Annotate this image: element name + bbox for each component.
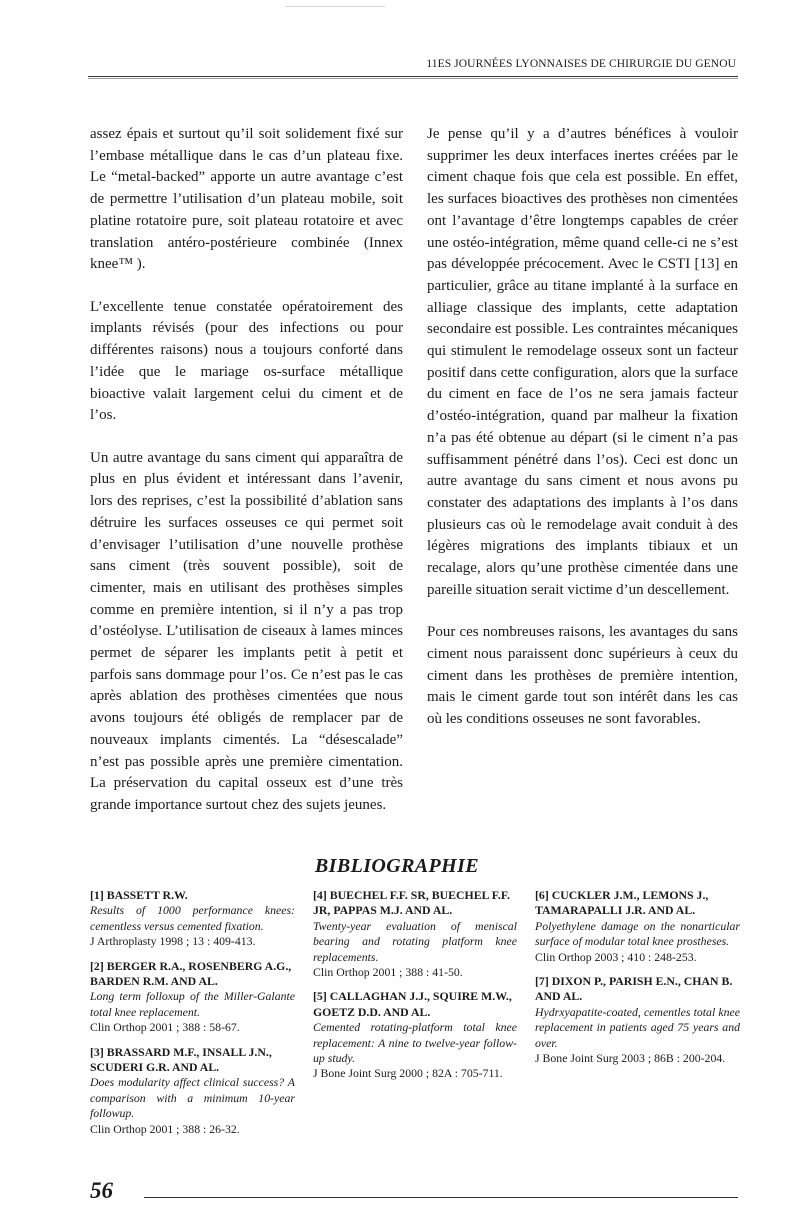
body-paragraph: Pour ces nombreuses raisons, les avantages du sans ciment nous paraissent donc supérieurs à ceux du ciment dans les prothèses de première intention, mais le ciment garde tout son intérêt dans les cas où les conditions osseuses ne sont favorables. (427, 624, 738, 728)
reference-column-1 (90, 888, 295, 1146)
body-paragraph: L’excellente tenue constatée opératoirement des implants révisés (pour des infections ou pour différentes raisons) nous a toujours conforté dans l’idée que le mariage os-surface métallique bioactive valait largement celui du ciment et de l’os. (90, 298, 403, 424)
reference-title: Cemented rotating-platform total knee replacement: A nine to twelve-year follow-up study. (313, 1020, 517, 1066)
page-number: 56 (90, 1178, 113, 1203)
reference-source: Clin Orthop 2001 ; 388 : 41-50. (313, 965, 463, 980)
reference-entry (313, 888, 517, 980)
header-rule (88, 76, 738, 77)
reference-title: Hydrxyapatite-coated, cementles total knee replacement in patients aged 75 years and over. (535, 1004, 740, 1050)
reference-column-2 (313, 888, 517, 1091)
reference-entry (535, 974, 740, 1066)
reference-column-3 (535, 888, 740, 1075)
body-column-right (427, 124, 738, 752)
reference-title: Does modularity affect clinical success? A comparison with a minimum 10-year followup. (90, 1075, 295, 1121)
reference-entry (90, 959, 295, 1036)
body-paragraph: assez épais et surtout qu’il soit solidement fixé sur l’embase métallique dans le cas d’un plateau fixe. Le “metal-backed” apporte un autre avantage c’est de permettre l’utilisation d’un plateau mobile, soit platine rotatoire pure, soit plateau rotatoire et avec translation antéro-postérieure combinée (Innex knee™ ). (90, 126, 403, 273)
reference-title: Results of 1000 performance knees: cementless versus cemented fixation. (90, 903, 295, 933)
reference-entry (90, 888, 295, 950)
reference-entry (90, 1045, 295, 1137)
running-header: 11ES JOURNÉES LYONNAISES DE CHIRURGIE DU GENOU (426, 58, 736, 70)
reference-authors: [4] BUECHEL F.F. SR, BUECHEL F.F. JR, PAPPAS M.J. AND AL. (313, 888, 510, 918)
reference-source: J Bone Joint Surg 2000 ; 82A : 705-711. (313, 1066, 503, 1081)
reference-source: Clin Orthop 2001 ; 388 : 26-32. (90, 1121, 240, 1136)
reference-authors: [1] BASSETT R.W. (90, 888, 188, 902)
reference-title: Polyethylene damage on the nonarticular surface of modular total knee prostheses. (535, 918, 740, 949)
reference-title: Twenty-year evaluation of meniscal bearing and rotating platform knee replacements. (313, 918, 517, 964)
reference-title: Long term folloxup of the Miller-Galante total knee replacement. (90, 989, 295, 1019)
footer-rule (144, 1197, 738, 1198)
body-paragraph: Un autre avantage du sans ciment qui apparaîtra de plus en plus évident et intéressant dans l’avenir, lors des reprises, c’est la possibilité d’ablation sans détruire les surfaces osseuses ce qui permet soit d’envisager l’utilisation d’une nouvelle prothèse sans ciment (très souvent possible), soit de cimenter, mais en utilisant des prothèses simples comme en première intention, si il n’y a pas trop d’ostéolyse. L’utilisation de ciseaux à lames minces permet de séparer les implants petit à petit et parfois sans dommage pour l’os. Ce n’est pas le cas après ablation des prothèses cimentées que nous avons toujours été obligés de remplacer par de nouveaux implants cimentés. La “désescalade” n’est pas possible après une première cimentation. La préservation du capital osseux est d’une très grande importance surtout chez des sujets jeunes. (90, 449, 403, 813)
reference-entry (535, 888, 740, 965)
body-column-left (90, 124, 403, 837)
reference-authors: [6] CUCKLER J.M., LEMONS J., TAMARAPALLI J.R. AND AL. (535, 888, 709, 918)
body-paragraph: Je pense qu’il y a d’autres bénéfices à vouloir supprimer les deux interfaces inertes créées par le ciment chaque fois que cela est possible. En effet, les surfaces bioactives des prothèses non cimentées ont l’avantage d’être longtemps capables de créer une ostéo-intégration, même quand celle-ci ne s’est pas développée précocement. Avec le CSTI [13] en particulier, grâce au titane implanté à la surface en alliage classique des implants, cette adaptation secondaire est possible. Les contraintes mécaniques qui stimulent le remodelage osseux sont un facteur positif dans cette configuration, alors que la surface du ciment en face de l’os ne sera jamais facteur d’ostéo-intégration, quand par malheur la fixation n’a pas été obtenue au départ (si le ciment n’a pas suffisamment pénétré dans l’os). Ceci est donc un autre avantage du sans ciment et nous avons pu constater des adaptations des implants à l’os dans plusieurs cas où le remodelage avait conduit à des légères migrations des implants tibiaux et un recalage, alors qu’une prothèse cimentée dans une pareille situation serait victime d’un descellement. (427, 126, 738, 598)
reference-authors: [3] BRASSARD M.F., INSALL J.N., SCUDERI G.R. AND AL. (90, 1044, 272, 1075)
reference-source: Clin Orthop 2001 ; 388 : 58-67. (90, 1020, 240, 1035)
reference-source: J Bone Joint Surg 2003 ; 86B : 200-204. (535, 1051, 726, 1066)
reference-source: J Arthroplasty 1998 ; 13 : 409-413. (90, 934, 256, 949)
reference-source: Clin Orthop 2003 ; 410 : 248-253. (535, 949, 697, 964)
reference-authors: [2] BERGER R.A., ROSENBERG A.G., BARDEN R.M. AND AL. (90, 958, 292, 989)
bibliography-heading: BIBLIOGRAPHIE (314, 855, 480, 877)
header-rule-shadow (88, 78, 738, 79)
scan-mark (285, 6, 385, 7)
reference-authors: [5] CALLAGHAN J.J., SQUIRE M.W., GOETZ D.D. AND AL. (313, 989, 512, 1019)
reference-entry (313, 989, 517, 1081)
reference-authors: [7] DIXON P., PARISH E.N., CHAN B. AND AL. (535, 974, 733, 1004)
